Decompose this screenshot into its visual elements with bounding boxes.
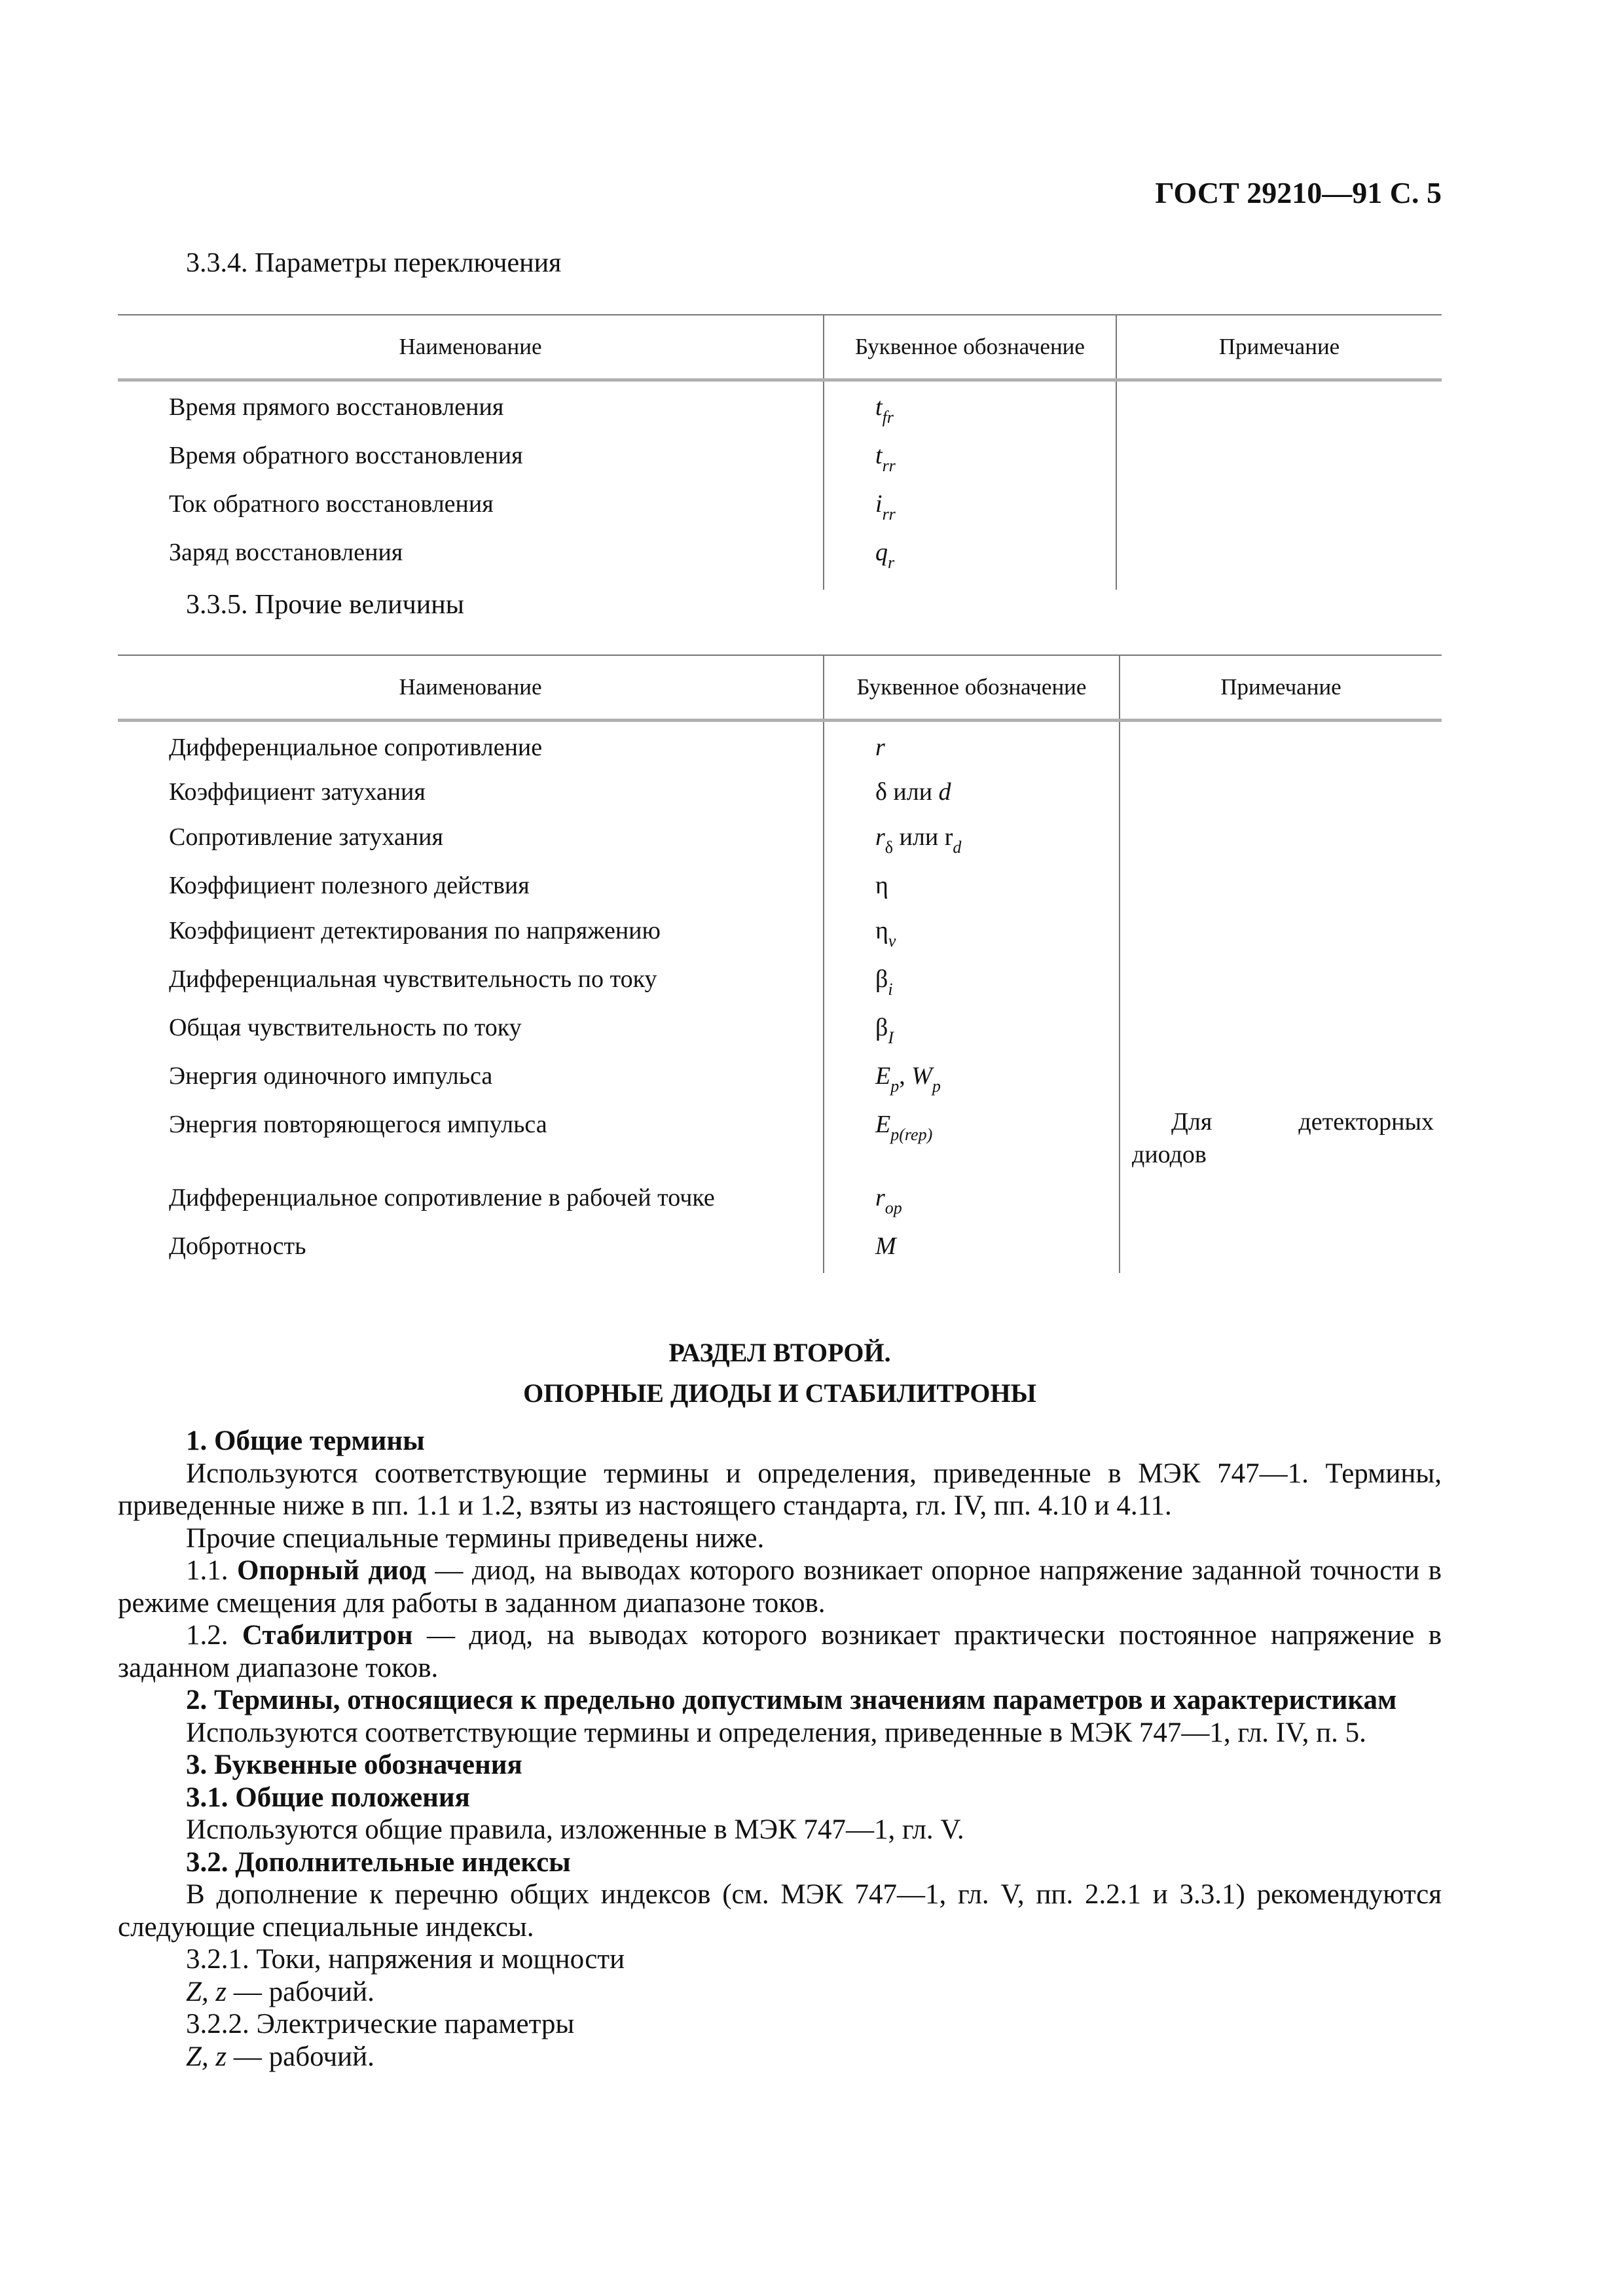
- column-header-name: Наименование: [118, 655, 824, 721]
- row-symbol: $\beta_i$: [824, 960, 1120, 1009]
- column-header-name: Наименование: [118, 315, 824, 380]
- row-name: Энергия повторяющегося импульса: [169, 1110, 547, 1138]
- row-name: Сопротивление затухания: [169, 823, 443, 851]
- table-row: [118, 960, 1442, 1009]
- row-symbol: δ или d: [824, 773, 1120, 818]
- heading-limiting-values: 2. Термины, относящиеся к предельно допустимым значениям параметров и характеристикам: [186, 1685, 1397, 1715]
- index-definition: Z, z — рабочий.: [186, 2041, 374, 2072]
- row-name: Заряд восстановления: [169, 539, 403, 566]
- switching-parameters-table: [118, 314, 1442, 590]
- column-header-symbol: Буквенное обозначение: [824, 315, 1116, 380]
- table-row: [118, 1057, 1442, 1105]
- row-note: [1120, 867, 1442, 912]
- paragraph: Используются общие правила, изложенные в МЭК 747—1, гл. V.: [186, 1814, 964, 1845]
- row-symbol: $t_{fr}$: [824, 380, 1116, 437]
- row-note: [1116, 380, 1442, 437]
- table-row: [118, 437, 1442, 485]
- table-header-row: [118, 655, 1442, 721]
- row-note: [1116, 485, 1442, 533]
- other-quantities-table: [118, 655, 1442, 1273]
- heading-letter-symbols: 3. Буквенные обозначения: [186, 1749, 522, 1780]
- row-name: Дифференциальное сопротивление: [169, 734, 543, 761]
- paragraph: В дополнение к перечню общих индексов (см. МЭК 747—1, гл. V, пп. 2.2.1 и 3.3.1) рекомендуются следующие специальные индексы.: [118, 1879, 1442, 1943]
- row-name: Дифференциальная чувствительность по току: [169, 965, 657, 993]
- row-symbol: $\eta_v$: [824, 912, 1120, 960]
- heading-general-terms: 1. Общие термины: [186, 1426, 425, 1456]
- row-symbol: η: [824, 867, 1120, 912]
- row-name: Ток обратного восстановления: [169, 490, 494, 518]
- table-header-row: [118, 315, 1442, 380]
- row-symbol: $r_\delta$ или $r_d$: [824, 818, 1120, 867]
- row-name: Время обратного восстановления: [169, 442, 523, 469]
- column-header-note: Примечание: [1120, 655, 1442, 721]
- paragraph: Используются соответствующие термины и определения, приведенные в МЭК 747—1. Термины, приведенные ниже в пп. 1.1 и 1.2, взяты из настоящего стандарта, гл. IV, пп. 4.10 и 4.11.: [118, 1458, 1442, 1521]
- note-text: Для детекторных диодов: [1132, 1107, 1434, 1168]
- row-name: Коэффициент затухания: [169, 778, 426, 806]
- table-row: [118, 533, 1442, 590]
- section-heading-3-3-5: 3.3.5. Прочие величины: [186, 590, 464, 620]
- heading-additional-indices: 3.2. Дополнительные индексы: [186, 1846, 571, 1878]
- row-name: Общая чувствительность по току: [169, 1013, 522, 1041]
- column-header-symbol: Буквенное обозначение: [824, 655, 1120, 721]
- row-note: [1116, 437, 1442, 485]
- row-name: Коэффициент полезного действия: [169, 871, 530, 899]
- table-row: [118, 912, 1442, 960]
- table-row: [118, 1009, 1442, 1057]
- section-title: [118, 1333, 1442, 1414]
- section-heading-3-3-4: 3.3.4. Параметры переключения: [186, 248, 562, 278]
- paragraph: 3.2.2. Электрические параметры: [186, 2009, 575, 2039]
- table-row: [118, 721, 1442, 773]
- row-symbol: r: [824, 721, 1120, 773]
- row-note: [1120, 912, 1442, 960]
- row-note: [1120, 1227, 1442, 1273]
- table-row: [118, 1105, 1442, 1179]
- table-row: [118, 1179, 1442, 1227]
- index-definition: Z, z — рабочий.: [186, 1976, 374, 2007]
- row-note: [1120, 1179, 1442, 1227]
- paragraph: Используются соответствующие термины и определения, приведенные в МЭК 747—1, гл. IV, п. 5.: [186, 1717, 1366, 1748]
- row-symbol: $i_{rr}$: [824, 485, 1116, 533]
- page-header: ГОСТ 29210—91 С. 5: [1155, 176, 1442, 209]
- row-symbol: $\beta_I$: [824, 1009, 1120, 1057]
- row-name: Коэффициент детектирования по напряжению: [169, 916, 661, 944]
- definition-reference-diode: 1.1. Опорный диод — диод, на выводах которого возникает опорное напряжение заданной точности в режиме смещения для работы в заданном диапазоне токов.: [118, 1555, 1442, 1619]
- row-symbol: $E_{p(rep)}$: [824, 1105, 1120, 1179]
- row-note: [1120, 1105, 1442, 1179]
- row-name: Время прямого восстановления: [169, 393, 504, 421]
- table-row: [118, 1227, 1442, 1273]
- row-note: [1120, 721, 1442, 773]
- row-note: [1120, 1057, 1442, 1105]
- row-symbol: $E_p$, $W_p$: [824, 1057, 1120, 1105]
- row-name: Дифференциальное сопротивление в рабочей точке: [169, 1183, 715, 1211]
- row-note: [1116, 533, 1442, 590]
- row-note: [1120, 818, 1442, 867]
- table-row: [118, 818, 1442, 867]
- row-note: [1120, 773, 1442, 818]
- row-symbol: $r_{op}$: [824, 1179, 1120, 1227]
- section-body: [118, 1425, 1442, 2073]
- table-row: [118, 773, 1442, 818]
- definition-zener-diode: 1.2. Стабилитрон — диод, на выводах которого возникает практически постоянное напряжение в заданном диапазоне токов.: [118, 1620, 1442, 1683]
- row-name: Энергия одиночного импульса: [169, 1062, 493, 1090]
- paragraph: Прочие специальные термины приведены ниже.: [186, 1522, 765, 1554]
- heading-general-provisions: 3.1. Общие положения: [186, 1782, 470, 1813]
- row-name: Добротность: [169, 1232, 306, 1260]
- section-title-line-1: РАЗДЕЛ ВТОРОЙ.: [668, 1338, 891, 1367]
- section-title-line-2: ОПОРНЫЕ ДИОДЫ И СТАБИЛИТРОНЫ: [523, 1378, 1036, 1408]
- paragraph: 3.2.1. Токи, напряжения и мощности: [186, 1944, 625, 1975]
- row-note: [1120, 1009, 1442, 1057]
- column-header-note: Примечание: [1116, 315, 1442, 380]
- row-symbol: M: [824, 1227, 1120, 1273]
- table-row: [118, 867, 1442, 912]
- row-symbol: $q_r$: [824, 533, 1116, 590]
- row-note: [1120, 960, 1442, 1009]
- row-symbol: $t_{rr}$: [824, 437, 1116, 485]
- table-row: [118, 380, 1442, 437]
- table-row: [118, 485, 1442, 533]
